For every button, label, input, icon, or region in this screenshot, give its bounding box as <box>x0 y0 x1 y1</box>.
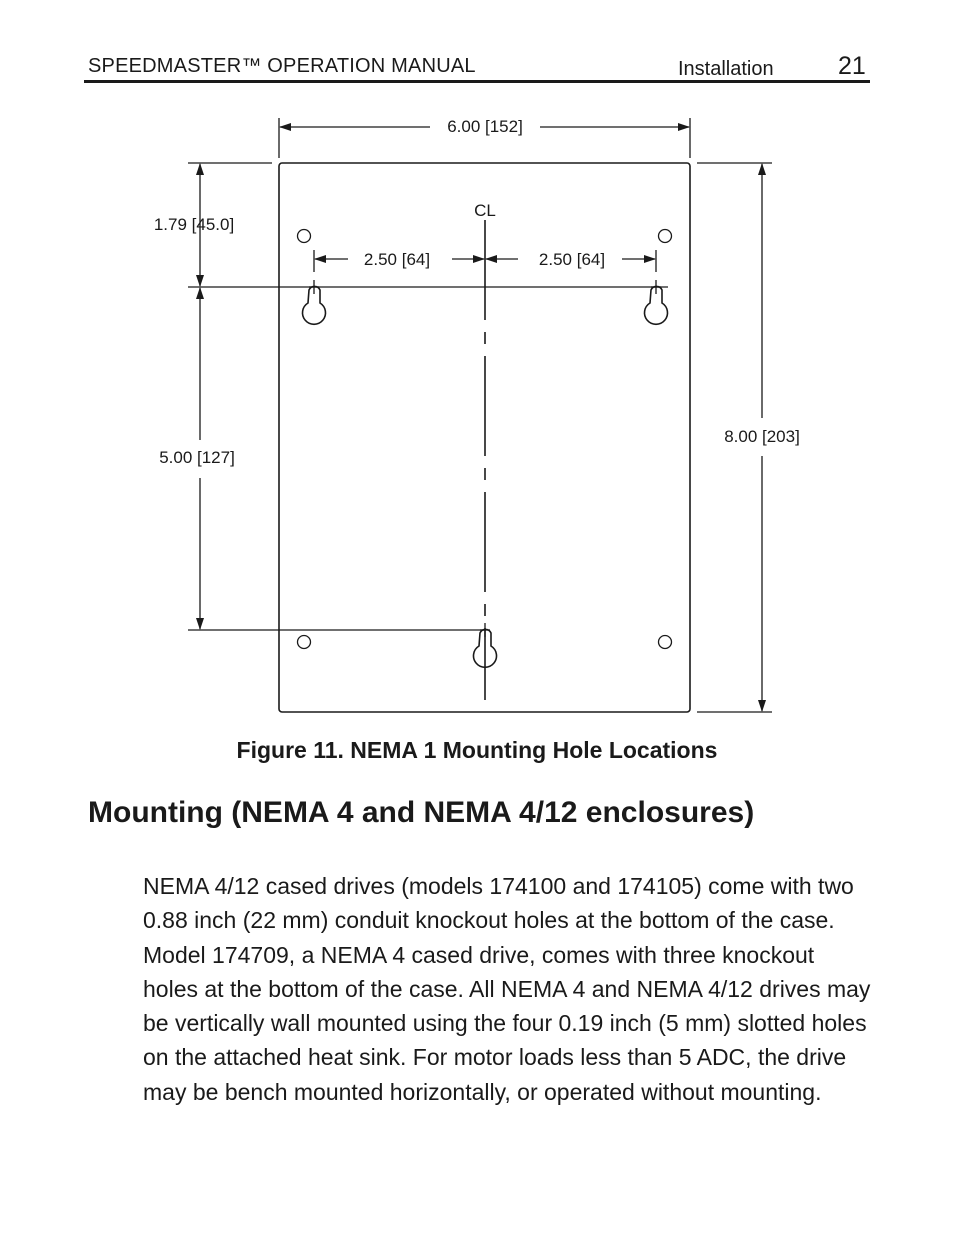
page-number: 21 <box>838 52 866 80</box>
hole-offset-left-label: 2.50 [64] <box>363 250 431 269</box>
section-name: Installation <box>678 58 774 80</box>
section-heading: Mounting (NEMA 4 and NEMA 4/12 enclosures) <box>88 796 755 829</box>
round-hole-bottom-right <box>659 636 672 649</box>
top-offset-label: 1.79 [45.0] <box>153 215 235 234</box>
centerline-symbol: CL <box>474 201 496 220</box>
overall-width-label: 6.00 [152] <box>447 117 523 136</box>
manual-title: SPEEDMASTER™ OPERATION MANUAL <box>88 55 476 77</box>
round-hole-bottom-left <box>298 636 311 649</box>
header-rule <box>84 80 870 83</box>
round-hole-top-left <box>298 230 311 243</box>
round-hole-top-right <box>659 230 672 243</box>
figure-caption: Figure 11. NEMA 1 Mounting Hole Locations <box>236 737 718 763</box>
vertical-spacing-label: 5.00 [127] <box>159 448 235 467</box>
overall-height-label: 8.00 [203] <box>724 427 800 446</box>
body-paragraph: NEMA 4/12 cased drives (models 174100 and 174105) come with two 0.88 inch (22 mm) conduit knockout holes at the bottom of the case. Model 174709, a NEMA 4 cased drive, comes with three knockout holes at the bottom of the case. All NEMA 4 and NEMA 4/12 drives may be vertically wall mounted using the four 0.19 inch (5 mm) slotted holes on the attached heat sink. For motor loads less than 5 ADC, the drive may be bench mounted horizontally, or operated without mounting. <box>143 873 871 1105</box>
mounting-hole-drawing <box>0 100 954 720</box>
hole-offset-right-label: 2.50 [64] <box>538 250 606 269</box>
